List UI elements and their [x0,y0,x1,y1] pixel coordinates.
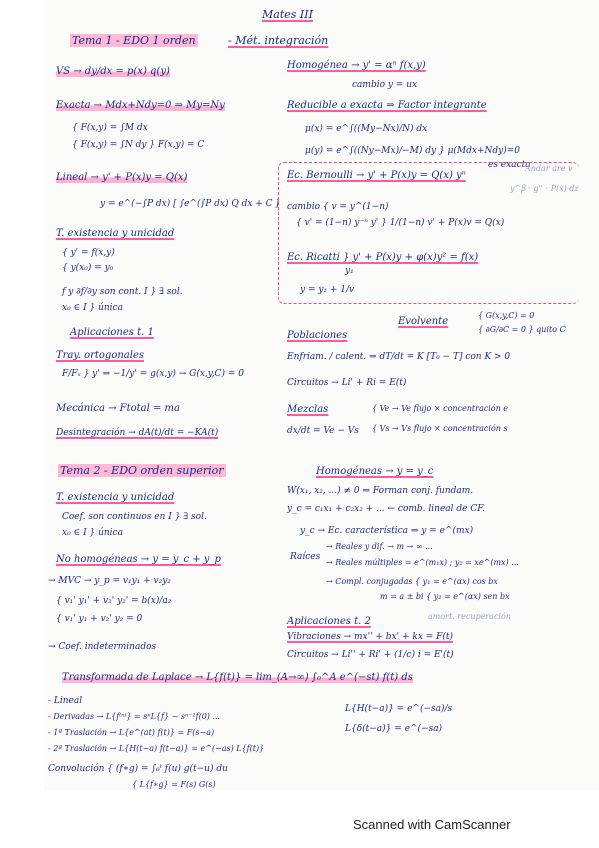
raices-complejas-2: m = a ± bi { y₂ = e^(αx) sen bx [380,592,510,601]
evolvente-heading: Evolvente [398,316,449,327]
vibraciones-line: Vibraciones → mx'' + bx' + kx = F(t) [287,632,454,642]
reducible-line: Reducible a exacta ⇒ Factor integrante [287,100,487,111]
evolvente-eq2: { ∂G/∂C = 0 } quito C [478,325,566,334]
mvc-eq2: { v₁' y₁ + v₂' y₂ = 0 [56,614,143,624]
teu-cond1: f y ∂f/∂y son cont. I } ∃ sol. [62,287,183,297]
desintegracion-line: Desintegración → dA(t)/dt = −KA(t) [56,428,219,438]
teu-eq1: { y' = f(x,y) [62,248,115,258]
teu-cond2: x₀ ∈ I } única [62,303,123,313]
no-homogeneas-line: No homogéneas → y = y_c + y_p [56,554,221,565]
comb-lineal-line: y_c = c₁x₁ + c₂x₂ + ... ← comb. lineal de CF. [287,504,485,514]
aplicaciones1-heading: Aplicaciones t. 1 [70,327,154,338]
bernoulli-note1: Andar are v [525,164,573,173]
exacta-f1: { F(x,y) = ∫M dx [72,123,148,133]
bernoulli-line: Ec. Bernoulli → y' + P(x)y = Q(x) yⁿ [287,170,466,181]
ricatti-y1: y₁ [345,266,354,276]
mu-x: μ(x) = e^∫((My−Nx)/N) dx [305,124,428,134]
circuitos1-line: Circuitos → Li' + Ri = E(t) [287,378,407,388]
homogenea-line: Homogénea → y' = αⁿ f(x,y) [287,60,426,71]
laplace-delta: L{δ(t−a)} = e^(−sa) [345,724,443,734]
ec-caracteristica-line: y_c → Ec. característica ⇒ y = e^(mx) [300,526,474,536]
raices-label: Raíces [290,552,321,562]
raices-reales-mult: → Reales múltiples = e^(m₁x) ; y₂ = xe^(mx) ... [326,558,519,567]
lineal-solution: y = e^(−∫P dx) [ ∫e^(∫P dx) Q dx + C ] [100,199,279,209]
vs-line: VS → dy/dx = p(x) q(y) [56,66,170,77]
teu-eq2: { y(x₀) = y₀ [62,263,114,273]
ricatti-sub: y = y₁ + 1/v [300,285,355,295]
mvc-line: → MVC → y_p = v₁y₁ + v₂y₂ [48,576,171,586]
teu-heading: T. existencia y unicidad [56,228,175,239]
convolucion-eq2: { L{f∗g} = F(s) G(s) [132,780,216,789]
raices-complejas: → Compl. conjugadas { y₁ = e^(αx) cos bx [326,577,498,586]
aplicaciones2-note: amort. recuperación [428,612,511,621]
laplace-traslacion1: - 1ª Traslación → L{e^(at) f(t)} = F(s−a) [48,728,215,737]
circuitos2-line: Circuitos → Li'' + Ri' + (1/c) i = E'(t) [287,650,454,660]
bernoulli-cambio2: { v' = (1−n) y⁻ⁿ y' } 1/(1−n) v' + P(x)v = Q(x) [296,218,505,228]
exacta-f2: { F(x,y) = ∫N dy } F(x,y) = C [72,140,205,150]
tema1-heading: Tema 1 - EDO 1 orden [72,34,196,47]
ricatti-line: Ec. Ricatti } y' + P(x)y + φ(x)y² = f(x) [287,252,479,263]
mezclas-eq: dx/dt = Ve − Vs [287,426,359,436]
exacta-line: Exacta → Mdx+Ndy=0 ⇒ My=Ny [56,100,225,111]
laplace-derivadas: - Derivadas → L{f⁽ⁿ⁾} = sⁿL{f} − sⁿ⁻¹f(0) ... [48,712,221,721]
laplace-lineal: - Lineal [48,696,83,706]
laplace-heaviside: L{H(t−a)} = e^(−sa)/s [345,704,453,714]
met-integracion-heading: - Mét. integración [228,34,329,47]
bernoulli-note2: y^β · g'' · P(x)·dz [510,184,579,193]
coef-indeterminados: → Coef. indeterminados [48,642,157,652]
poblaciones-heading: Poblaciones [287,330,348,341]
page-title: Mates III [262,8,313,21]
wronskiano-line: W(x₁, x₂, ...) ≠ 0 ⇒ Forman conj. fundam. [287,486,474,496]
laplace-heading: Transformada de Laplace → L{f(t)} = lim_(A→∞) ∫₀^A e^(−st) f(t) ds [62,672,413,683]
raices-reales-dif: → Reales y dif. → m → ∞ ... [326,542,433,551]
convolucion-line: Convolución { (f∗g) = ∫₀ᵗ f(u) g(t−u) du [48,764,228,774]
es-exacta: es exacta [488,160,531,170]
mecanica-line: Mecánica → Ftotal = ma [56,403,180,414]
tema2-heading: Tema 2 - EDO orden superior [60,464,224,477]
evolvente-eq1: { G(x,y,C) = 0 [478,311,535,320]
camscanner-footer: Scanned with CamScanner [353,817,511,832]
mu-y: μ(y) = e^∫((Ny−Mx)/−M) dy } μ(Mdx+Ndy)=0 [305,146,521,156]
mezclas-vs: { Vs → Vs flujo × concentración s [372,424,508,433]
homogeneas2-line: Homogéneas → y = y_c [316,466,434,477]
lineal-line: Lineal → y' + P(x)y = Q(x) [56,172,188,183]
aplicaciones2-heading: Aplicaciones t. 2 [287,616,371,627]
laplace-traslacion2: - 2ª Traslación → L{H(t−a) f(t−a)} = e^(−as) L{f(t)} [48,744,265,753]
teu2-cond2: x₀ ∈ I } única [62,528,123,538]
tray-eq: F/Fₓ } y' ⇒ −1/y' = g(x,y) → G(x,y,C) = 0 [62,369,244,379]
mezclas-heading: Mezclas [287,404,329,415]
enfriamiento-line: Enfriam. / calent. ⇒ dT/dt = K [T₀ − T] con K > 0 [287,352,511,362]
teu2-heading: T. existencia y unicidad [56,492,175,503]
tray-ortogonales: Tray. ortogonales [56,350,145,361]
teu2-cond1: Coef. son continuos en I } ∃ sol. [62,512,207,522]
mezclas-ve: { Ve → Ve flujo × concentración e [372,404,509,413]
mvc-eq1: { v₁' y₁' + v₂' y₂' = b(x)/a₂ [56,596,172,606]
homogenea-cambio: cambio y = ux [352,80,418,90]
bernoulli-cambio1: cambio { v = y^(1−n) [287,202,389,212]
